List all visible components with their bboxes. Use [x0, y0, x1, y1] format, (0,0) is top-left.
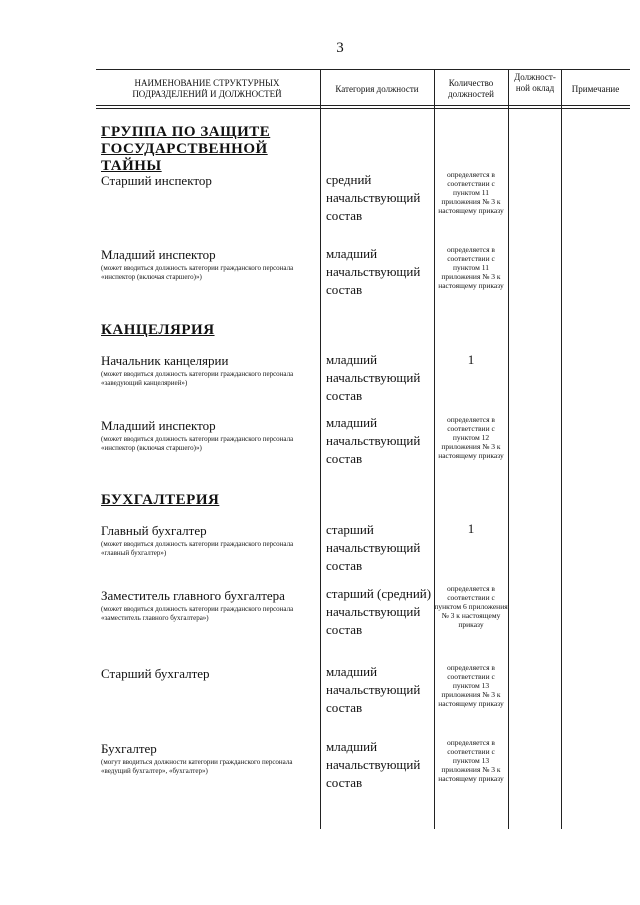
position-count: определяется в соответствии с пунктом 6 приложения № 3 к настоящему приказу — [434, 584, 508, 629]
position-category: младший начальствующий состав — [326, 246, 421, 297]
position-category: старший начальствующий состав — [326, 522, 421, 573]
page-number: 3 — [336, 40, 344, 56]
position-category: младший начальствующий состав — [326, 352, 421, 403]
position-category: средний начальствующий состав — [326, 172, 421, 223]
position-title: Младший инспектор — [101, 247, 216, 262]
position-title: Главный бухгалтер — [101, 523, 207, 538]
position-category: младший начальствующий состав — [326, 664, 421, 715]
position-row — [101, 353, 316, 388]
position-row — [101, 666, 316, 682]
position-title: Старший инспектор — [101, 173, 212, 188]
header-salary-column: Должност-ной оклад — [514, 72, 556, 93]
position-row — [101, 588, 316, 623]
position-row — [101, 173, 316, 189]
position-count: 1 — [467, 352, 475, 367]
section-title: БУХГАЛТЕРИЯ — [101, 492, 220, 508]
section-title: КАНЦЕЛЯРИЯ — [101, 322, 215, 338]
position-row — [101, 418, 316, 453]
position-note: (могут вводиться должности категории гражданского персонала «ведущий бухгалтер», «бухгалтер») — [101, 758, 293, 775]
position-title: Начальник канцелярии — [101, 353, 229, 368]
column-divider — [508, 69, 509, 829]
position-count: 1 — [467, 521, 475, 536]
position-note: (может вводиться должность категории гражданского персонала «инспектор (включая старшего)») — [101, 264, 294, 281]
position-category: младший начальствующий состав — [326, 415, 421, 466]
position-row — [101, 741, 316, 776]
header-count-column: Количество должностей — [448, 78, 494, 99]
position-title: Старший бухгалтер — [101, 666, 210, 681]
position-title: Заместитель главного бухгалтера — [101, 588, 285, 603]
header-bottom-border-double — [96, 108, 630, 109]
position-row — [101, 523, 316, 558]
position-count: определяется в соответствии с пунктом 11 приложения № 3 к настоящему приказу — [438, 170, 504, 215]
position-count: определяется в соответствии с пунктом 12 приложения № 3 к настоящему приказу — [438, 415, 504, 460]
position-category: старший (средний) начальствующий состав — [326, 586, 432, 637]
position-category: младший начальствующий состав — [326, 739, 421, 790]
position-title: Младший инспектор — [101, 418, 216, 433]
position-title: Бухгалтер — [101, 741, 157, 756]
position-note: (может вводиться должность категории гражданского персонала «инспектор (включая старшего)») — [101, 435, 294, 452]
position-count: определяется в соответствии с пунктом 11 приложения № 3 к настоящему приказу — [438, 245, 504, 290]
section-title: ГРУППА ПО ЗАЩИТЕ ГОСУДАРСТВЕННОЙ ТАЙНЫ — [101, 124, 271, 174]
position-count: определяется в соответствии с пунктом 13 приложения № 3 к настоящему приказу — [438, 738, 504, 783]
position-row — [101, 247, 316, 282]
column-divider — [561, 69, 562, 829]
header-name-column: НАИМЕНОВАНИЕ СТРУКТУРНЫХ ПОДРАЗДЕЛЕНИЙ И ДОЛЖНОСТЕЙ — [132, 78, 282, 99]
header-note-column: Примечание — [571, 84, 620, 94]
column-divider — [320, 69, 321, 829]
position-note: (может вводиться должность категории гражданского персонала «заместитель главного бухгалтера») — [101, 605, 294, 622]
table-top-border — [96, 69, 630, 70]
position-note: (может вводиться должность категории гражданского персонала «главный бухгалтер») — [101, 540, 294, 557]
position-count: определяется в соответствии с пунктом 13 приложения № 3 к настоящему приказу — [438, 663, 504, 708]
header-category-column: Категория должности — [335, 84, 419, 94]
header-bottom-border — [96, 105, 630, 106]
position-note: (может вводиться должность категории гражданского персонала «заведующий канцелярией») — [101, 370, 294, 387]
